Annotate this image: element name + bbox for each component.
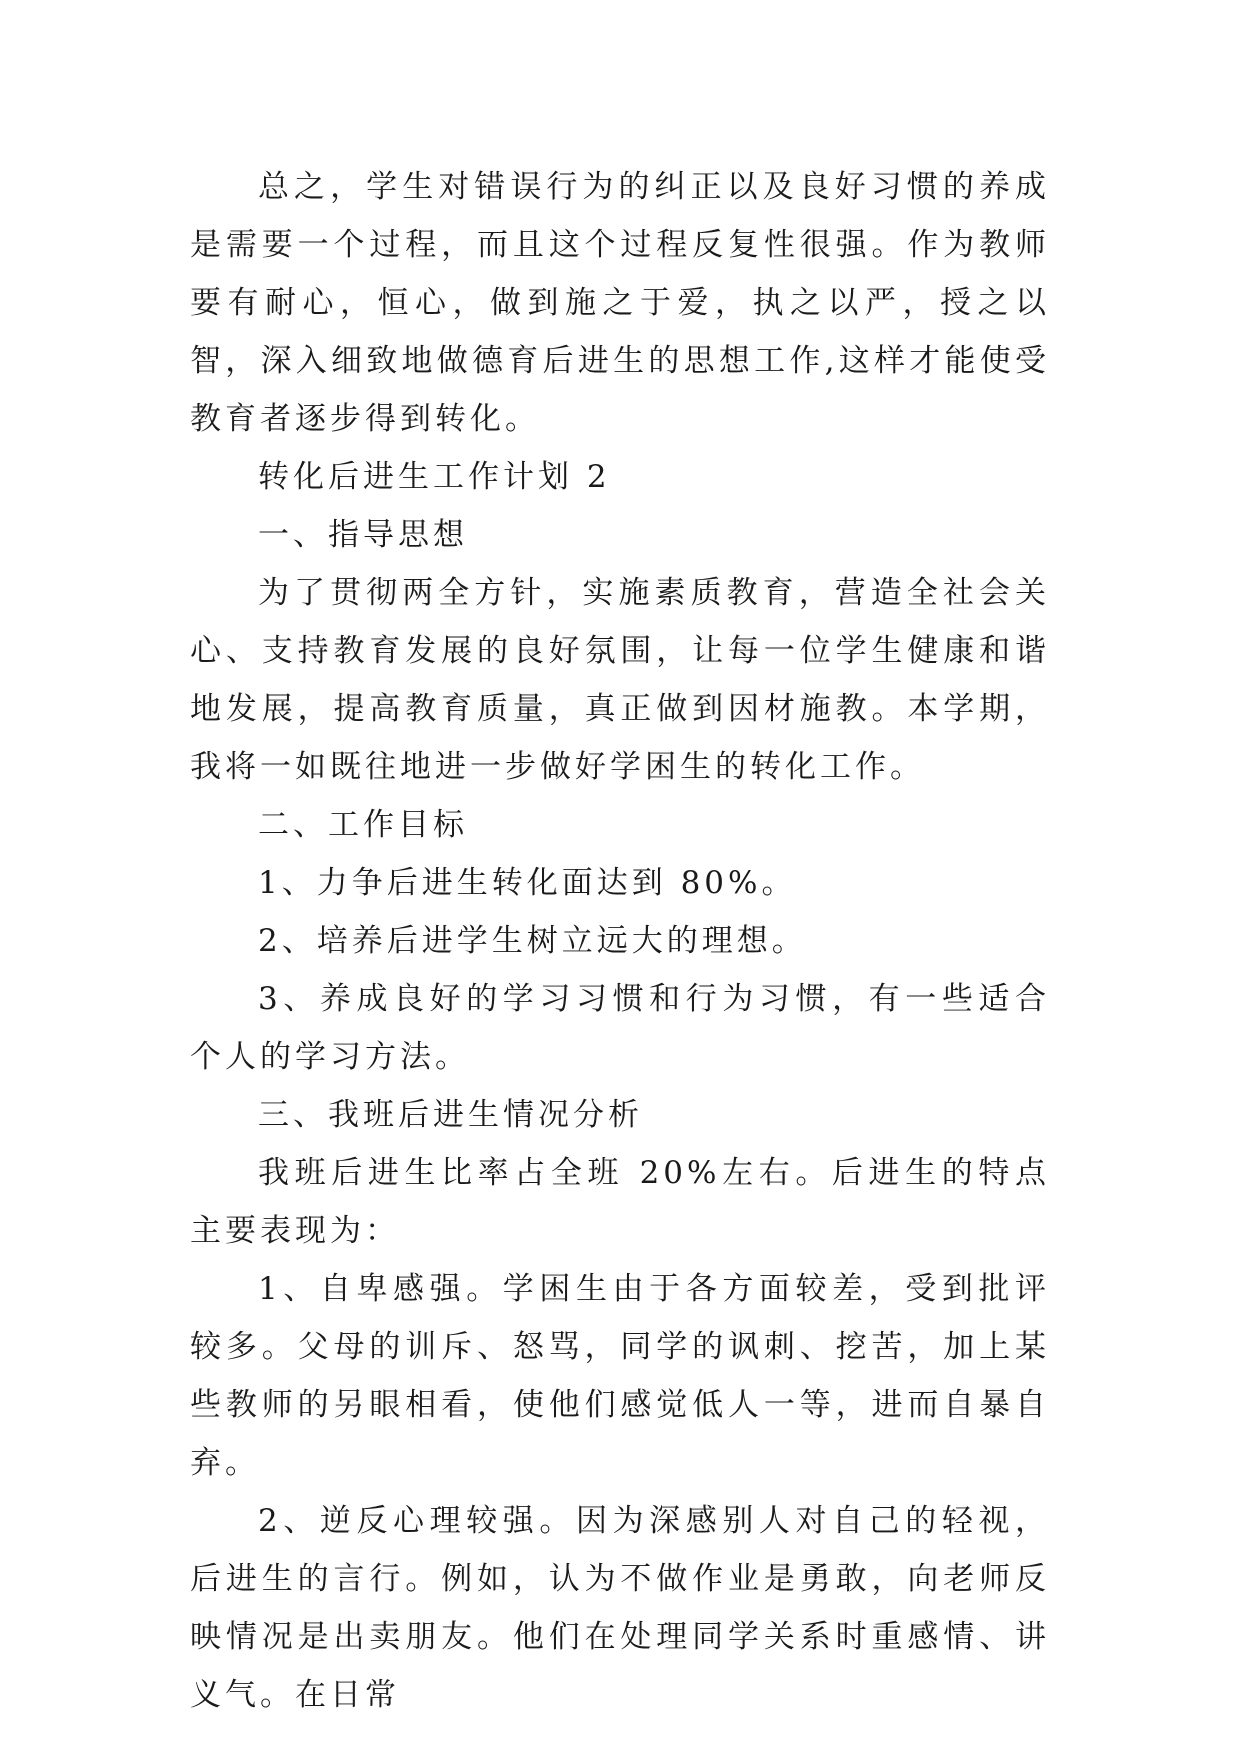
heading-work-goals: 二、工作目标	[258, 807, 468, 843]
paragraph-conclusion: 总之，学生对错误行为的纠正以及良好习惯的养成是需要一个过程，而且这个过程反复性很强。作为教师要有耐心，恒心，做到施之于爱，执之以严，授之以智，深入细致地做德育后进生的思想工作,这样才能使受教育者逐步得到转化。	[190, 169, 1050, 437]
goal-item-1: 1、力争后进生转化面达到 80%。	[258, 865, 797, 901]
analysis-item-2: 2、逆反心理较强。因为深感别人对自己的轻视，后进生的言行。例如，认为不做作业是勇敢，向老师反映情况是出卖朋友。他们在处理同学关系时重感情、讲义气。在日常	[190, 1503, 1050, 1713]
paragraph-guiding-ideology: 为了贯彻两全方针，实施素质教育，营造全社会关心、支持教育发展的良好氛围，让每一位学生健康和谐地发展，提高教育质量，真正做到因材施教。本学期，我将一如既往地进一步做好学困生的转化工作。	[190, 575, 1050, 785]
goal-item-3: 3、养成良好的学习习惯和行为习惯，有一些适合个人的学习方法。	[190, 981, 1050, 1075]
section-title: 转化后进生工作计划 2	[258, 459, 611, 495]
paragraph-situation-intro: 我班后进生比率占全班 20%左右。后进生的特点主要表现为：	[190, 1155, 1050, 1249]
document-page	[190, 158, 1050, 1724]
heading-situation-analysis: 三、我班后进生情况分析	[258, 1097, 643, 1133]
goal-item-2: 2、培养后进学生树立远大的理想。	[258, 923, 807, 959]
heading-guiding-ideology: 一、指导思想	[258, 517, 468, 553]
analysis-item-1: 1、自卑感强。学困生由于各方面较差，受到批评较多。父母的训斥、怒骂，同学的讽刺、挖苦，加上某些教师的另眼相看，使他们感觉低人一等，进而自暴自弃。	[190, 1271, 1050, 1481]
